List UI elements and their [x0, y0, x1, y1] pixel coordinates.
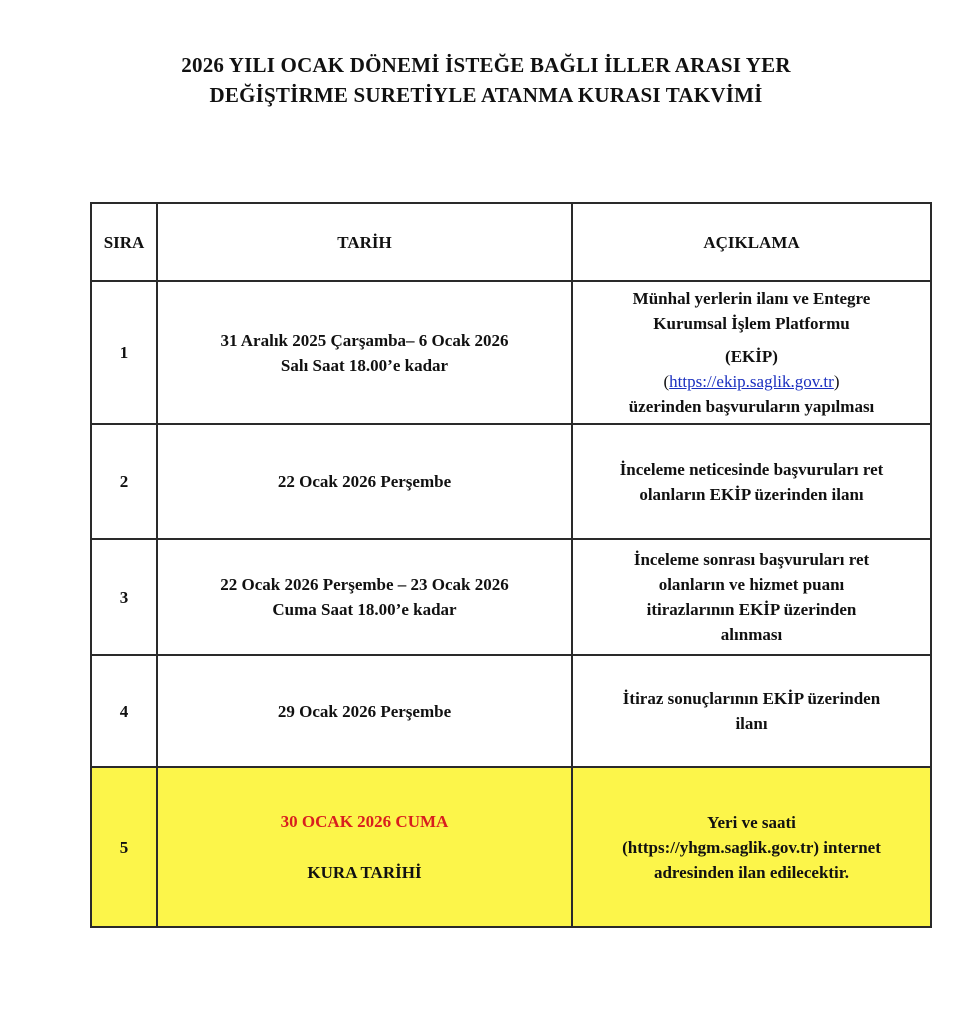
- desc-line: ilanı: [735, 714, 768, 733]
- table-row: [91, 424, 931, 539]
- desc-line: üzerinden başvuruların yapılması: [628, 397, 875, 416]
- header-sira: SIRA: [91, 203, 157, 281]
- date-line: 22 Ocak 2026 Perşembe – 23 Ocak 2026: [220, 575, 509, 594]
- row-description: [572, 767, 931, 927]
- title-line-2: DEĞİŞTİRME SURETİYLE ATANMA KURASI TAKVİMİ: [209, 83, 763, 107]
- row-number: 3: [91, 539, 157, 655]
- table-row: [91, 281, 931, 424]
- header-aciklama: AÇIKLAMA: [572, 203, 931, 281]
- row-description: [572, 424, 931, 539]
- desc-line: İnceleme sonrası başvuruları ret: [633, 550, 870, 569]
- row-number: 4: [91, 655, 157, 767]
- ekip-link[interactable]: https://ekip.saglik.gov.tr: [669, 372, 834, 391]
- row-description: [572, 281, 931, 424]
- row-date: [157, 539, 572, 655]
- header-tarih: TARİH: [157, 203, 572, 281]
- schedule-table: [90, 202, 932, 928]
- link-paren-close: ): [833, 372, 840, 391]
- desc-line: itirazlarının EKİP üzerinden: [646, 600, 857, 619]
- desc-line: Yeri ve saati: [707, 812, 796, 832]
- desc-link-line: [579, 369, 924, 394]
- date-line: 31 Aralık 2025 Çarşamba– 6 Ocak 2026: [220, 330, 509, 350]
- title-line-1: 2026 YILI OCAK DÖNEMİ İSTEĞE BAĞLI İLLER ARASI YER: [181, 53, 791, 77]
- document-title: [0, 50, 972, 110]
- row-date: [157, 655, 572, 767]
- row-description: [572, 655, 931, 767]
- desc-line: olanların EKİP üzerinden ilanı: [639, 484, 864, 504]
- table-row-highlighted: [91, 767, 931, 927]
- kura-label: KURA TARİHİ: [307, 863, 422, 882]
- kura-date: 30 OCAK 2026 CUMA: [280, 812, 449, 831]
- date-line: Salı Saat 18.00’e kadar: [280, 355, 449, 375]
- table-row: [91, 539, 931, 655]
- desc-line: adresinden ilan edilecektir.: [653, 862, 850, 882]
- desc-line: İnceleme neticesinde başvuruları ret: [619, 459, 884, 479]
- desc-line: (EKİP): [725, 347, 778, 366]
- date-line: 22 Ocak 2026 Perşembe: [277, 472, 452, 491]
- table-header-row: [91, 203, 931, 281]
- desc-line: Kurumsal İşlem Platformu: [653, 314, 850, 333]
- row-date: [157, 281, 572, 424]
- row-number: 5: [91, 767, 157, 927]
- row-date: [157, 767, 572, 927]
- link-paren-open: (: [663, 372, 670, 391]
- table-row: [91, 655, 931, 767]
- date-line: 29 Ocak 2026 Perşembe: [277, 701, 452, 721]
- row-number: 1: [91, 281, 157, 424]
- row-number: 2: [91, 424, 157, 539]
- row-date: [157, 424, 572, 539]
- desc-line: Münhal yerlerin ilanı ve Entegre: [632, 289, 871, 308]
- row-description: [572, 539, 931, 655]
- desc-line: (https://yhgm.saglik.gov.tr) internet: [622, 837, 881, 857]
- desc-line: İtiraz sonuçlarının EKİP üzerinden: [622, 689, 881, 708]
- desc-line: olanların ve hizmet puanı: [658, 575, 845, 594]
- date-line: Cuma Saat 18.00’e kadar: [272, 600, 457, 619]
- desc-line: alınması: [720, 625, 783, 644]
